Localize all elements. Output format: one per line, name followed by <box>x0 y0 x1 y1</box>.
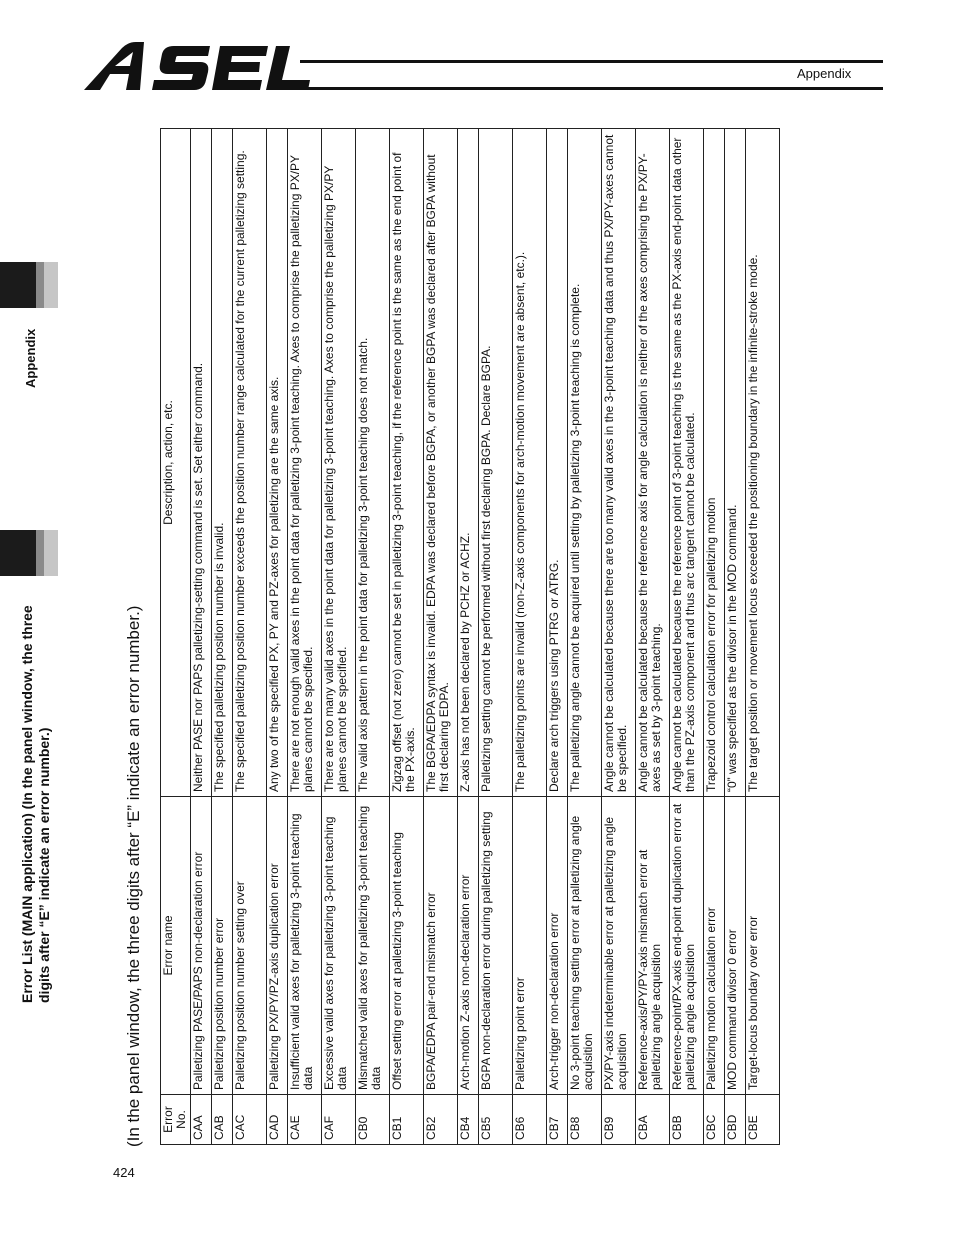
error-name: Mismatched valid axes for palletizing 3-point teaching data <box>356 797 390 1095</box>
table-header-row <box>161 129 191 1145</box>
error-description: The valid axis pattern in the point data for palletizing 3-point teaching does not match. <box>356 129 390 797</box>
table-row <box>458 129 479 1145</box>
error-name: Target-locus boundary over error <box>746 797 780 1095</box>
page-number: 424 <box>113 1165 135 1180</box>
table-row <box>670 129 704 1145</box>
header-section-label: Appendix <box>797 66 852 81</box>
table-row <box>390 129 424 1145</box>
error-description: The palletizing points are invalid (non-Z-axis components for arch-motion movement are absent, etc.). <box>513 129 547 797</box>
error-name: Arch-trigger non-declaration error <box>547 797 568 1095</box>
error-description: There are not enough valid axes in the point data for palletizing 3-point teaching. Axes to comprise the palletizing PX/PY planes cannot be specified. <box>288 129 322 797</box>
error-name: Insufficient valid axes for palletizing 3-point teaching data <box>288 797 322 1095</box>
table-row <box>725 129 746 1145</box>
error-table <box>160 128 780 1145</box>
error-code: CB9 <box>602 1095 636 1145</box>
error-code: CAD <box>267 1095 288 1145</box>
header-description: Description, action, etc. <box>161 129 191 797</box>
error-code: CB4 <box>458 1095 479 1145</box>
error-description: Any two of the specified PX, PY and PZ-axes for palletizing are the same axis. <box>267 129 288 797</box>
error-description: The specified palletizing position number exceeds the position number range calculated for the current palletizing setting. <box>233 129 267 797</box>
error-name: Arch-motion Z-axis non-declaration error <box>458 797 479 1095</box>
table-row <box>513 129 547 1145</box>
error-description: “0” was specified as the divisor in the MOD command. <box>725 129 746 797</box>
table-row <box>746 129 780 1145</box>
table-row <box>356 129 390 1145</box>
table-row <box>479 129 513 1145</box>
error-name: Reference-point/PX-axis end-point duplication error at palletizing angle acquisition <box>670 797 704 1095</box>
table-row <box>267 129 288 1145</box>
error-description: Angle cannot be calculated because there are too many valid axes in the 3-point teaching data and thus PX/PY-axes cannot be specified. <box>602 129 636 797</box>
error-description: Palletizing setting cannot be performed without first declaring BGPA. Declare BGPA. <box>479 129 513 797</box>
error-code: CBD <box>725 1095 746 1145</box>
error-name: Palletizing position number error <box>212 797 233 1095</box>
error-description: The BGPA/EDPA syntax is invalid. EDPA was declared before BGPA, or another BGPA was declared after BGPA without first declaring EDPA. <box>424 129 458 797</box>
error-code: CB1 <box>390 1095 424 1145</box>
error-code: CAC <box>233 1095 267 1145</box>
error-description: Z-axis has not been declared by PCHZ or ACHZ. <box>458 129 479 797</box>
table-row <box>322 129 356 1145</box>
error-code: CAF <box>322 1095 356 1145</box>
error-code: CB2 <box>424 1095 458 1145</box>
error-name: No 3-point teaching setting error at palletizing angle acquisition <box>568 797 602 1095</box>
table-row <box>191 129 212 1145</box>
error-code: CAB <box>212 1095 233 1145</box>
panel-note: (In the panel window, the three digits after “E” indicate an error number.) <box>124 605 143 1147</box>
error-code: CBE <box>746 1095 780 1145</box>
error-code: CAA <box>191 1095 212 1145</box>
error-code: CB7 <box>547 1095 568 1145</box>
error-name: Palletizing PX/PY/PZ-axis duplication error <box>267 797 288 1095</box>
error-description: Angle cannot be calculated because the reference point of 3-point teaching is the same as the PX-axis end-point data other than the PZ-axis component and thus arc tangent cannot be calculated. <box>670 129 704 797</box>
table-row <box>424 129 458 1145</box>
error-code: CB5 <box>479 1095 513 1145</box>
error-description: There are too many valid axes in the point data for palletizing 3-point teaching. Axes to comprise the palletizing PX/PY planes cannot be specified. <box>322 129 356 797</box>
error-code: CB0 <box>356 1095 390 1145</box>
error-name: Palletizing PASE/PAPS non-declaration error <box>191 797 212 1095</box>
error-code: CBA <box>636 1095 670 1145</box>
error-name: Offset setting error at palletizing 3-point teaching <box>390 797 424 1095</box>
error-description: Neither PASE nor PAPS palletizing-setting command is set. Set either command. <box>191 129 212 797</box>
error-name: Palletizing point error <box>513 797 547 1095</box>
error-code: CB6 <box>513 1095 547 1145</box>
error-code: CB8 <box>568 1095 602 1145</box>
header-error-name: Error name <box>161 797 191 1095</box>
error-description: Angle cannot be calculated because the reference axis for angle calculation is neither of the axes comprising the PX/PY-axes as set by 3-point teaching. <box>636 129 670 797</box>
table-row <box>636 129 670 1145</box>
table-row <box>212 129 233 1145</box>
error-description: The palletizing angle cannot be acquired until setting by palletizing 3-point teaching is complete. <box>568 129 602 797</box>
error-name: Palletizing motion calculation error <box>704 797 725 1095</box>
error-description: Zigzag offset (not zero) cannot be set in palletizing 3-point teaching, if the reference point is the same as the end point of the PX-axis. <box>390 129 424 797</box>
error-name: Reference-axis/PY/PY-axis mismatch error at palletizing angle acquisition <box>636 797 670 1095</box>
error-name: BGPA/EDPA pair-end mismatch error <box>424 797 458 1095</box>
header-error-no: Error No. <box>161 1095 191 1145</box>
table-row <box>568 129 602 1145</box>
error-code: CBB <box>670 1095 704 1145</box>
error-name: Palletizing position number setting over <box>233 797 267 1095</box>
error-description: The specified palletizing position number is invalid. <box>212 129 233 797</box>
error-code: CAE <box>288 1095 322 1145</box>
error-description: Trapezoid control calculation error for palletizing motion <box>704 129 725 797</box>
table-row <box>547 129 568 1145</box>
side-tab-label: Appendix <box>23 328 38 388</box>
table-row <box>233 129 267 1145</box>
error-description: Declare arch triggers using PTRG or ATRG. <box>547 129 568 797</box>
error-code: CBC <box>704 1095 725 1145</box>
table-row <box>602 129 636 1145</box>
error-description: The target position or movement locus exceeded the positioning boundary in the infinite-stroke mode. <box>746 129 780 797</box>
table-row <box>288 129 322 1145</box>
table-row <box>704 129 725 1145</box>
error-name: MOD command divisor 0 error <box>725 797 746 1095</box>
error-name: Excessive valid axes for palletizing 3-point teaching data <box>322 797 356 1095</box>
section-title: Error List (MAIN application) (In the panel window, the three digits after “E” indicate an error number.) <box>19 605 52 1003</box>
error-name: BGPA non-declaration error during palletizing setting <box>479 797 513 1095</box>
error-name: PX/PY-axis indeterminable error at palletizing angle acquisition <box>602 797 636 1095</box>
